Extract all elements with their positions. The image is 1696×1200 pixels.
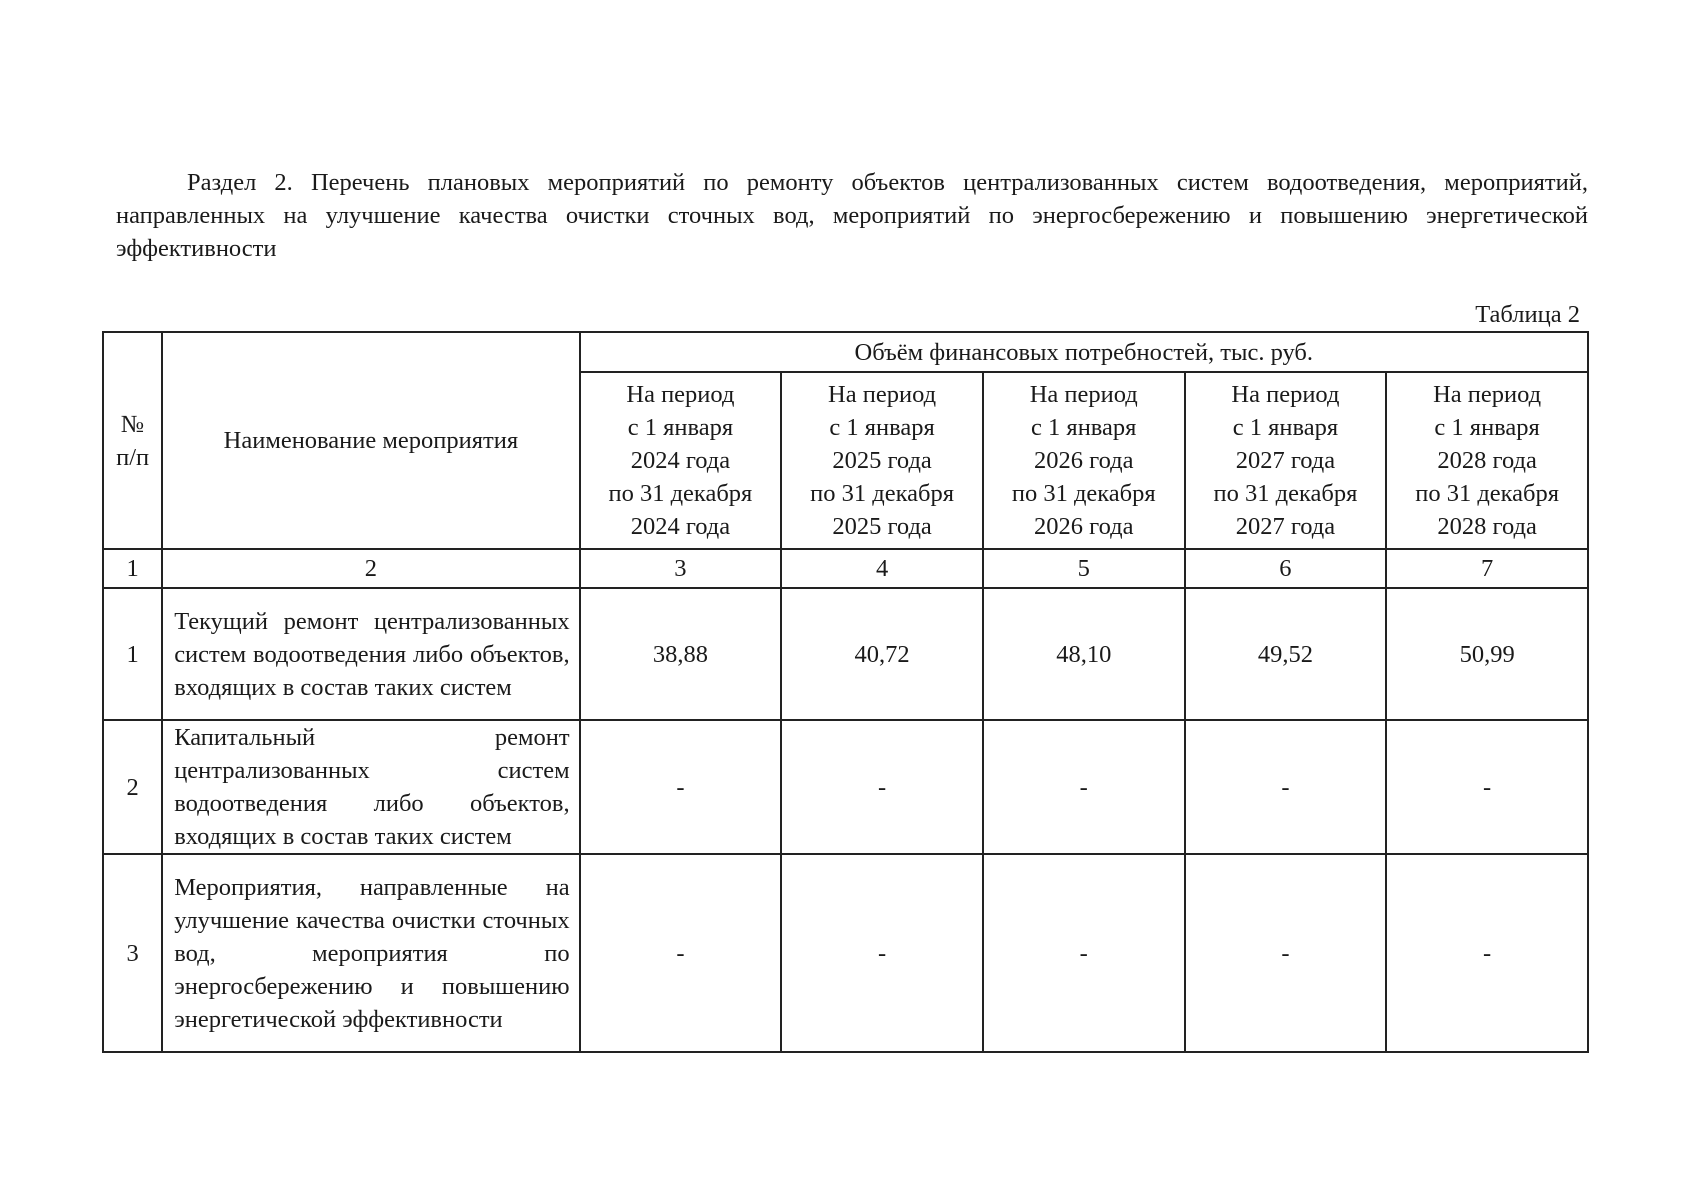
period-line: На период <box>1231 381 1340 408</box>
column-index-row <box>103 549 1588 588</box>
value-cell: - <box>580 720 782 854</box>
column-header-period-2026 <box>983 372 1185 549</box>
period-line: 2024 года <box>630 447 731 474</box>
column-index: 3 <box>580 549 782 588</box>
period-line: На период <box>828 381 937 408</box>
column-header-period-2027 <box>1185 372 1387 549</box>
row-number: 3 <box>103 854 162 1052</box>
value-cell: - <box>1386 720 1588 854</box>
column-group-header-financing: Объём финансовых потребностей, тыс. руб. <box>580 332 1588 372</box>
value-cell: - <box>1386 854 1588 1052</box>
period-line: с 1 января <box>1031 414 1137 441</box>
period-line: 2027 года <box>1235 513 1336 540</box>
period-line: 2026 года <box>1034 513 1134 540</box>
value-cell: - <box>580 854 782 1052</box>
period-line: по 31 декабря <box>1011 480 1156 507</box>
period-line: с 1 января <box>1434 414 1540 441</box>
activity-name: Мероприятия, направленные на улучшение качества очистки сточных вод, мероприятия по энергосбережению и повышению энергетической эффективности <box>162 854 579 1052</box>
period-line: 2028 года <box>1437 513 1537 540</box>
period-line: по 31 декабря <box>1415 480 1560 507</box>
period-line: 2026 года <box>1034 447 1134 474</box>
period-line: 2027 года <box>1235 447 1336 474</box>
column-index: 4 <box>781 549 983 588</box>
column-header-activity-name: Наименование мероприятия <box>162 332 579 549</box>
period-line: с 1 января <box>627 414 734 441</box>
period-line: с 1 января <box>829 414 935 441</box>
section-heading: Раздел 2. Перечень плановых мероприятий по ремонту объектов централизованных систем водоотведения, мероприятий, направленных на улучшение качества очистки сточных вод, мероприятий по энергосбережению и повышению энергетической эффективности <box>116 169 1588 262</box>
column-header-period-2025 <box>781 372 983 549</box>
period-line: 2025 года <box>832 447 932 474</box>
row-number: 1 <box>103 588 162 720</box>
value-cell: - <box>781 854 983 1052</box>
period-line: по 31 декабря <box>1213 480 1358 507</box>
column-index: 6 <box>1185 549 1387 588</box>
value-cell: 38,88 <box>580 588 782 720</box>
value-cell: - <box>983 720 1185 854</box>
period-line: На период <box>626 381 735 408</box>
value-cell: 40,72 <box>781 588 983 720</box>
column-index: 2 <box>162 549 579 588</box>
value-cell: 49,52 <box>1185 588 1387 720</box>
activity-name: Капитальный ремонт централизованных систем водоотведения либо объектов, входящих в состав таких систем <box>162 720 579 854</box>
column-header-period-2028 <box>1386 372 1588 549</box>
period-line: с 1 января <box>1232 414 1339 441</box>
value-cell: 48,10 <box>983 588 1185 720</box>
period-line: по 31 декабря <box>810 480 954 507</box>
value-cell: - <box>1185 854 1387 1052</box>
period-line: 2028 года <box>1437 447 1537 474</box>
table-row <box>103 854 1588 1052</box>
column-index: 7 <box>1386 549 1588 588</box>
activity-name: Текущий ремонт централизованных систем водоотведения либо объектов, входящих в состав таких систем <box>162 588 579 720</box>
table-row <box>103 588 1588 720</box>
period-line: 2025 года <box>832 513 932 540</box>
table-header-row <box>103 332 1588 372</box>
column-index: 5 <box>983 549 1185 588</box>
column-header-number: № п/п <box>103 332 162 549</box>
period-line: 2024 года <box>630 513 731 540</box>
period-line: На период <box>1029 381 1138 408</box>
period-line: по 31 декабря <box>608 480 753 507</box>
column-header-period-2024 <box>580 372 782 549</box>
column-index: 1 <box>103 549 162 588</box>
table-row <box>103 720 1588 854</box>
value-cell: 50,99 <box>1386 588 1588 720</box>
value-cell: - <box>983 854 1185 1052</box>
period-line: На период <box>1433 381 1542 408</box>
table-caption: Таблица 2 <box>1475 301 1580 328</box>
value-cell: - <box>1185 720 1387 854</box>
activities-table <box>102 331 1589 1053</box>
row-number: 2 <box>103 720 162 854</box>
value-cell: - <box>781 720 983 854</box>
